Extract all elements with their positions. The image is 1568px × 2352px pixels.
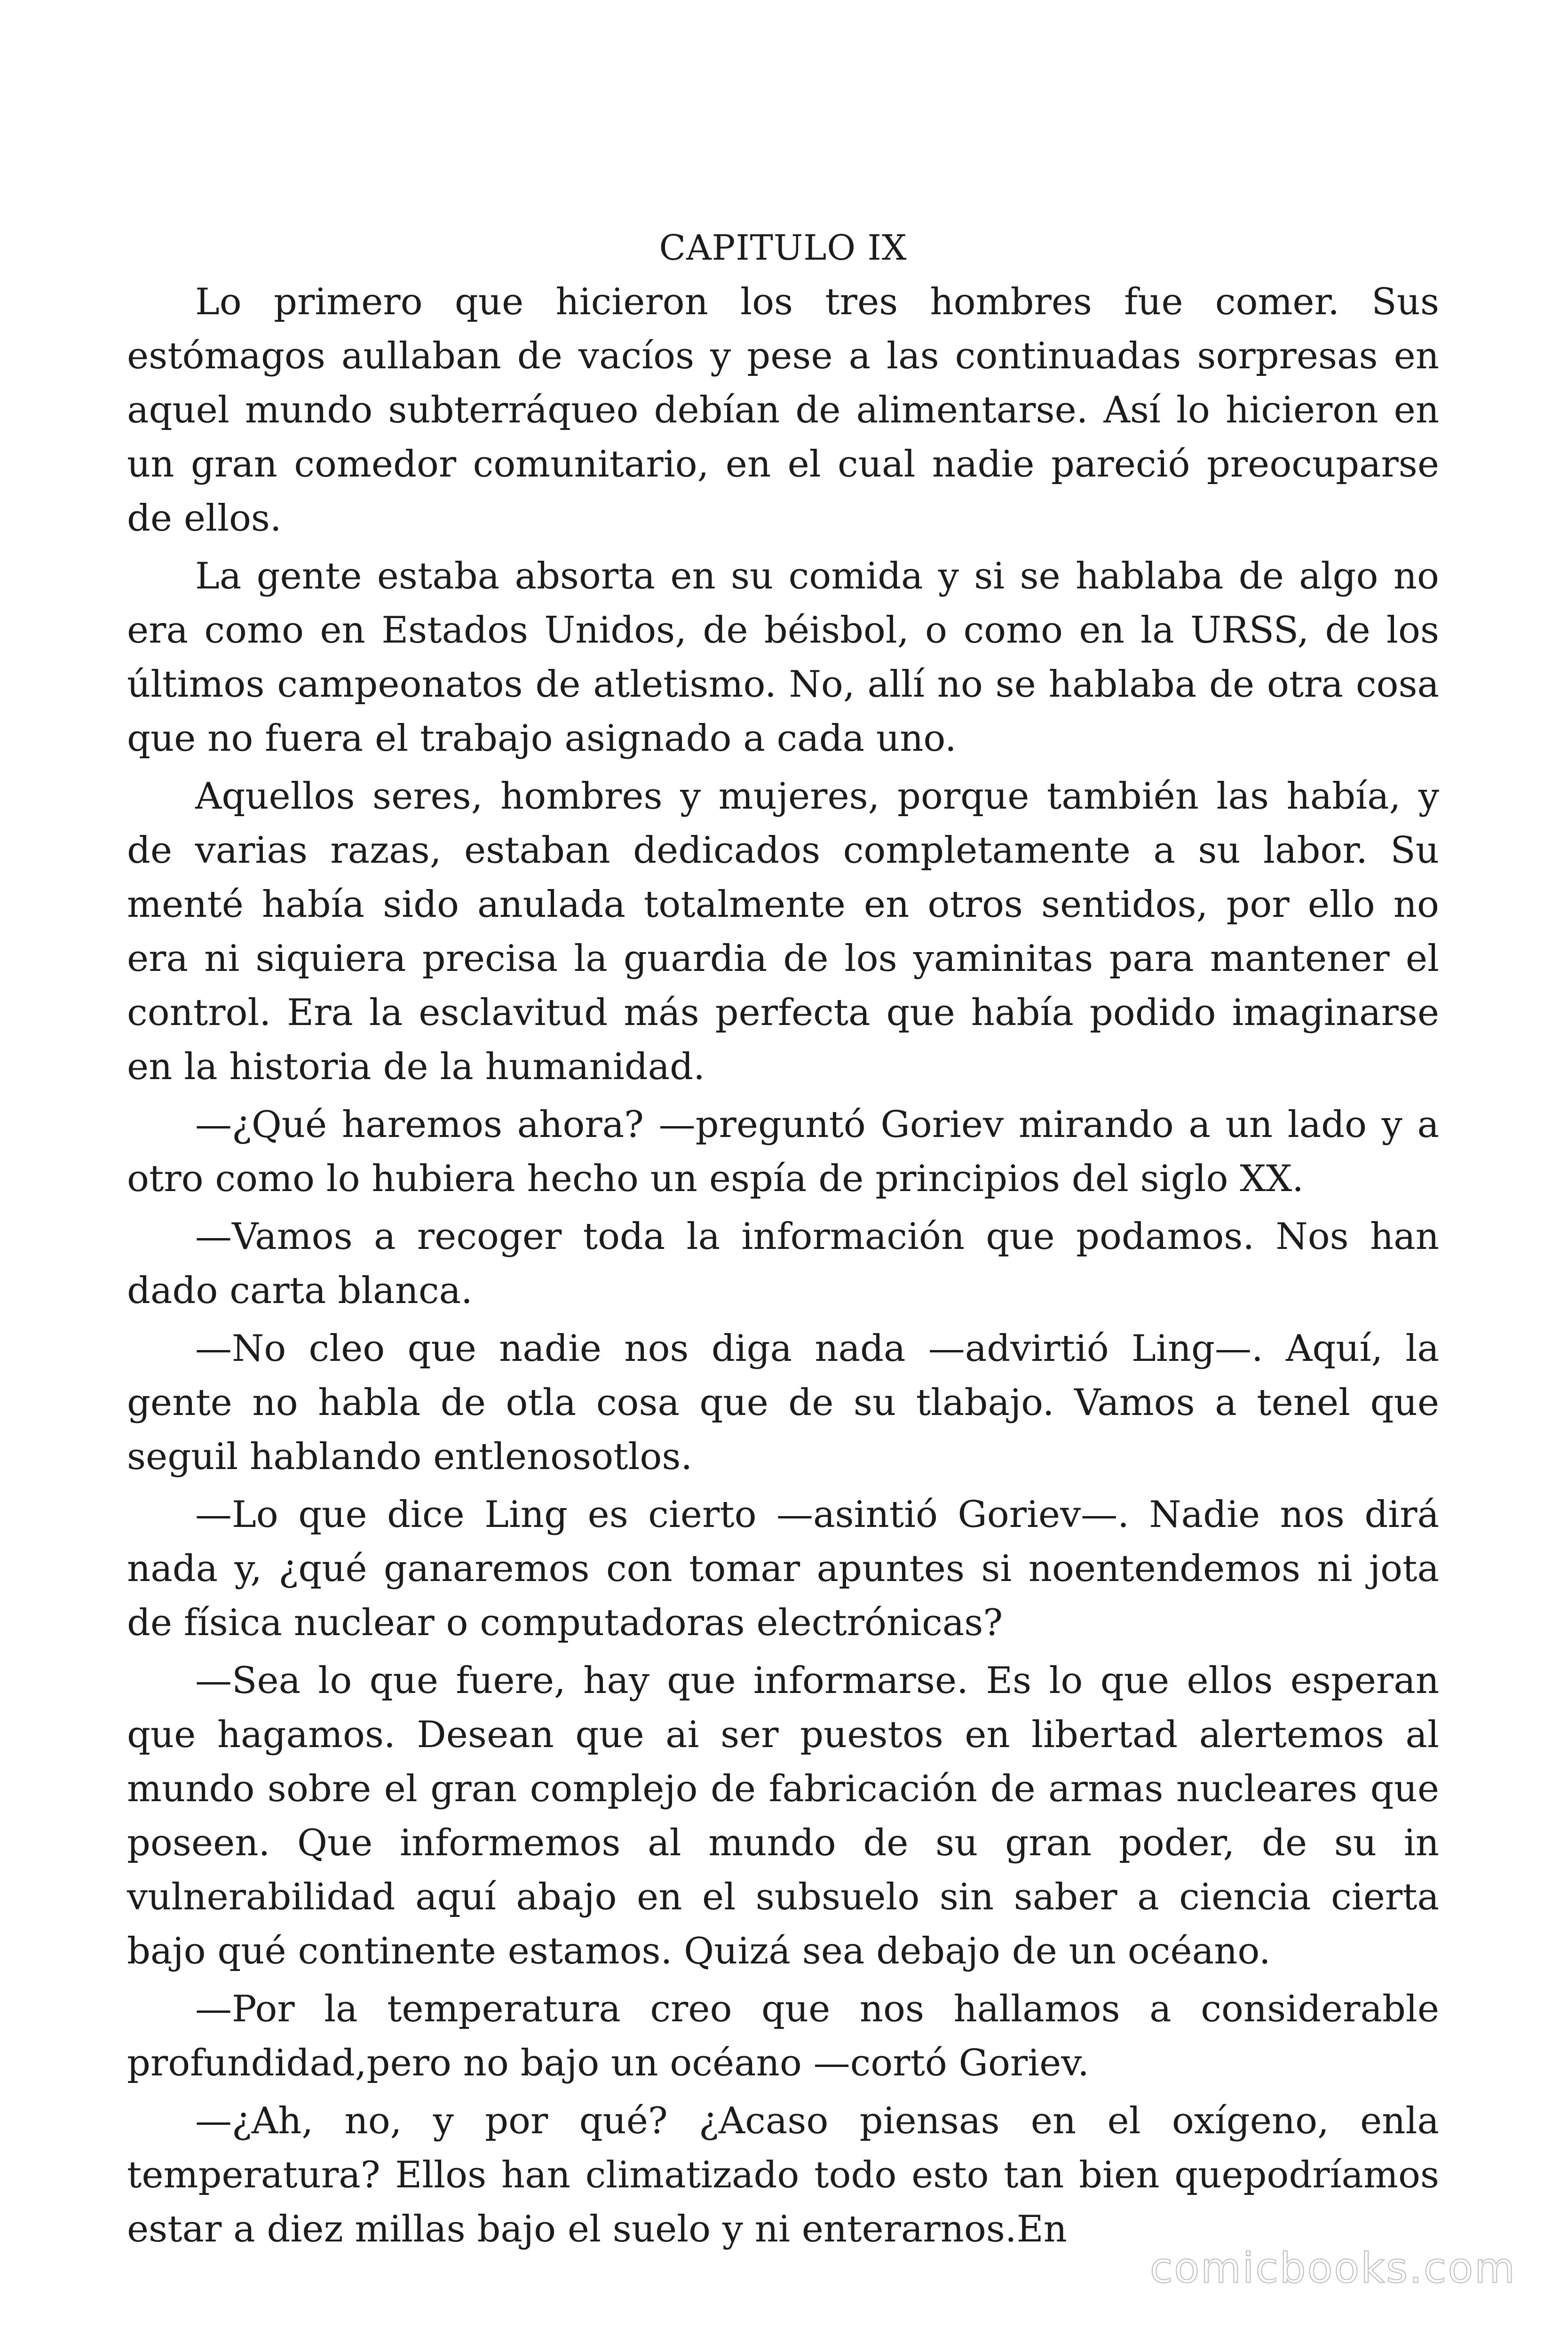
paragraph-9: —Por la temperatura creo que nos hallamos a considerable profundidad,pero no bajo un océano —cortó Goriev. [127, 1988, 1439, 2084]
book-page [127, 221, 1439, 2260]
paragraph-4: —¿Qué haremos ahora? —preguntó Goriev mirando a un lado y a otro como lo hubiera hecho un espía de principios del siglo XX. [127, 1104, 1439, 1200]
chapter-title: CAPITULO IX [659, 228, 907, 268]
paragraph-10: —¿Ah, no, y por qué? ¿Acaso piensas en el oxígeno, enla temperatura? Ellos han climatizado todo esto tan bien quepodríamos estar a diez millas bajo el suelo y ni enterarnos.En [127, 2100, 1439, 2250]
paragraph-5: —Vamos a recoger toda la información que podamos. Nos han dado carta blanca. [127, 1216, 1439, 1312]
paragraph-1: Lo primero que hicieron los tres hombres fue comer. Sus estómagos aullaban de vacíos y pese a las continuadas sorpresas en aquel mundo subterráqueo debían de alimentarse. Así lo hicieron en un gran comedor comunitario, en el cual nadie pareció preocuparse de ellos. [127, 281, 1439, 540]
paragraph-6: —No cleo que nadie nos diga nada —advirtió Ling—. Aquí, la gente no habla de otla cosa que de su tlabajo. Vamos a tenel que seguil hablando entlenosotlos. [127, 1327, 1439, 1478]
paragraph-2: La gente estaba absorta en su comida y si se hablaba de algo no era como en Estados Unidos, de béisbol, o como en la URSS, de los últimos campeonatos de atletismo. No, allí no se hablaba de otra cosa que no fuera el trabajo asignado a cada uno. [127, 555, 1439, 760]
paragraph-3: Aquellos seres, hombres y mujeres, porque también las había, y de varias razas, estaban dedicados completamente a su labor. Su menté había sido anulada totalmente en otros sentidos, por ello no era ni siquiera precisa la guardia de los yaminitas para mantener el control. Era la esclavitud más perfecta que había podido imaginarse en la historia de la humanidad. [127, 775, 1439, 1088]
watermark: comicbooks.com [1149, 2244, 1516, 2292]
paragraph-7: —Lo que dice Ling es cierto —asintió Goriev—. Nadie nos dirá nada y, ¿qué ganaremos con tomar apuntes si noentendemos ni jota de física nuclear o computadoras electrónicas? [127, 1494, 1439, 1644]
body-text [127, 275, 1439, 2257]
paragraph-8: —Sea lo que fuere, hay que informarse. Es lo que ellos esperan que hagamos. Desean que ai ser puestos en libertad alertemos al mundo sobre el gran complejo de fabricación de armas nucleares que poseen. Que informemos al mundo de su gran poder, de su in vulnerabilidad aquí abajo en el subsuelo sin saber a ciencia cierta bajo qué continente estamos. Quizá sea debajo de un océano. [127, 1660, 1439, 1972]
